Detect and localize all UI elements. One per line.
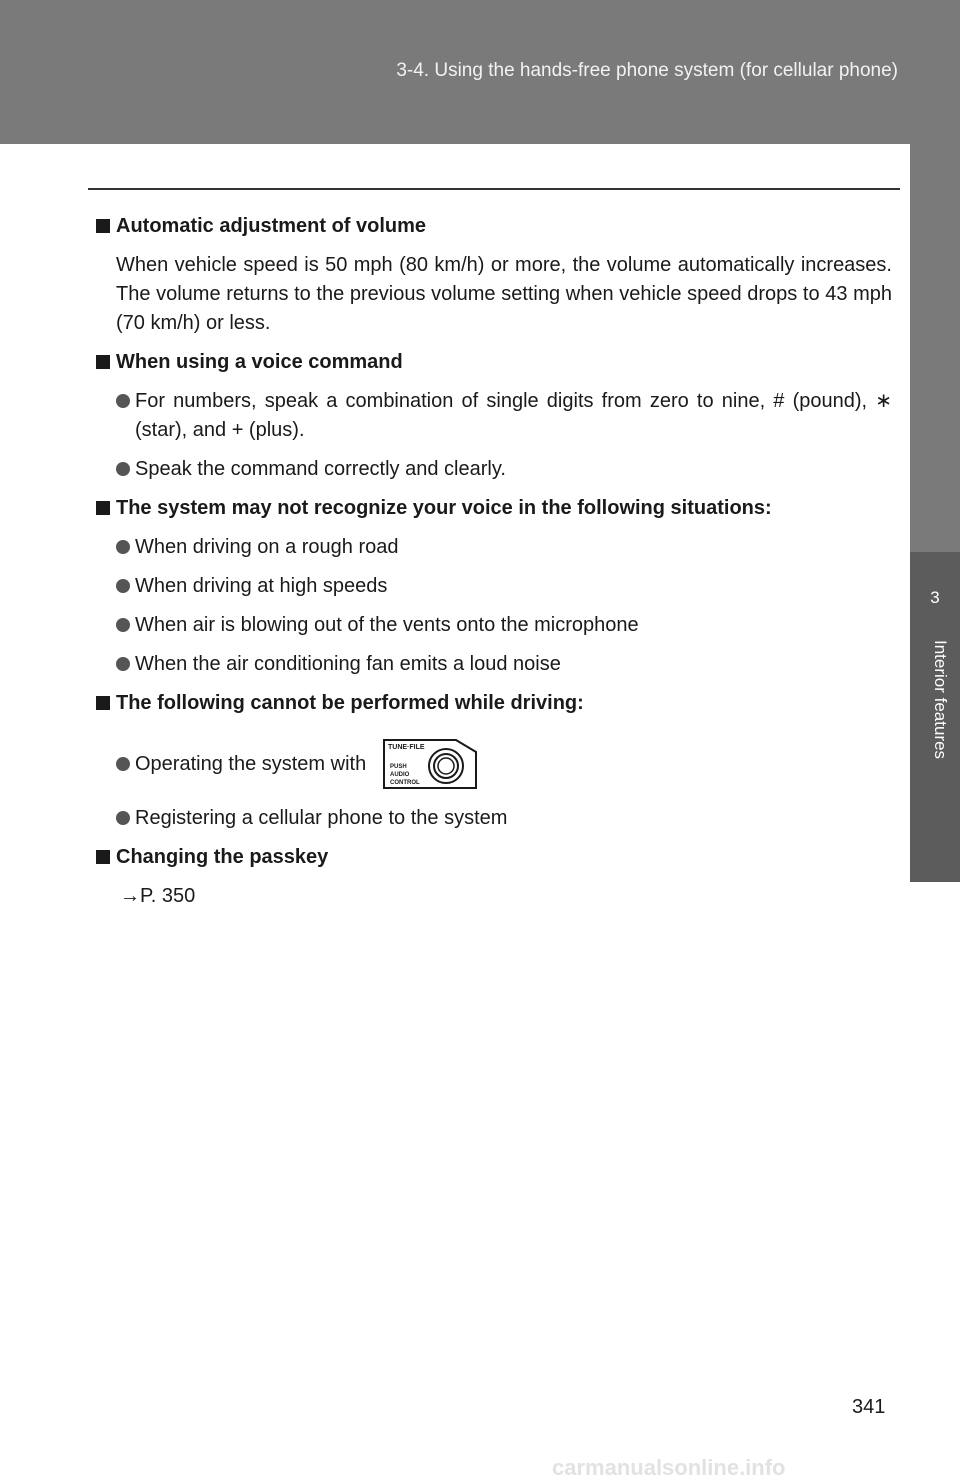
section-title: 3-4. Using the hands-free phone system (for cellular phone) — [396, 60, 898, 81]
knob-label-top: TUNE·FILE — [388, 744, 425, 751]
paragraph: When vehicle speed is 50 mph (80 km/h) or more, the volume automatically increases. The volume returns to the previous volume setting when vehicle speed drops to 43 mph (70 km/h) or less. — [116, 254, 892, 334]
heading-text: Automatic adjustment of volume — [116, 215, 427, 237]
side-tab-upper — [910, 144, 960, 552]
square-bullet-icon — [96, 501, 110, 515]
list-item-text: Operating the system with — [135, 752, 367, 775]
circle-bullet-icon — [116, 657, 130, 671]
section-heading — [96, 689, 892, 718]
list-item-text: Registering a cellular phone to the system — [135, 807, 508, 829]
list-item-text: When the air conditioning fan emits a loud noise — [135, 653, 561, 675]
page-reference-link[interactable]: →P. 350 — [120, 885, 196, 907]
chapter-label: Interior features — [931, 640, 950, 760]
square-bullet-icon — [96, 850, 110, 864]
list-item — [116, 533, 892, 562]
list-item — [116, 650, 892, 679]
list-item-text: When driving at high speeds — [135, 575, 388, 597]
list-item — [116, 387, 892, 445]
list-item-text: For numbers, speak a combination of single digits from zero to nine, # (pound), ∗ (star), and + (plus). — [135, 390, 892, 441]
knob-label-audio: AUDIO — [390, 772, 410, 778]
list-item — [116, 455, 892, 484]
circle-bullet-icon — [116, 540, 130, 554]
list-item — [116, 804, 892, 833]
heading-text: Changing the passkey — [116, 846, 329, 868]
circle-bullet-icon — [116, 579, 130, 593]
tune-file-knob-icon — [382, 738, 478, 790]
list-item — [116, 738, 892, 790]
circle-bullet-icon — [116, 394, 130, 408]
heading-text: The following cannot be performed while driving: — [116, 692, 584, 714]
chapter-number: 3 — [930, 588, 940, 607]
square-bullet-icon — [96, 219, 110, 233]
list-item-text: When driving on a rough road — [135, 536, 399, 558]
page-content — [96, 212, 892, 911]
circle-bullet-icon — [116, 757, 130, 771]
circle-bullet-icon — [116, 618, 130, 632]
section-heading — [96, 212, 892, 241]
circle-bullet-icon — [116, 462, 130, 476]
page-number: 341 — [852, 1396, 886, 1418]
header-rule — [88, 188, 900, 190]
knob-label-push: PUSH — [390, 764, 407, 770]
section-heading — [96, 843, 892, 872]
list-item-text: When air is blowing out of the vents onto the microphone — [135, 614, 639, 636]
knob-label-control: CONTROL — [390, 780, 420, 786]
square-bullet-icon — [96, 355, 110, 369]
heading-text: When using a voice command — [116, 351, 403, 373]
section-heading — [96, 494, 892, 523]
circle-bullet-icon — [116, 811, 130, 825]
list-item — [116, 572, 892, 601]
list-item — [116, 611, 892, 640]
list-item-text: Speak the command correctly and clearly. — [135, 458, 506, 480]
section-heading — [96, 348, 892, 377]
heading-text: The system may not recognize your voice in the following situations: — [116, 497, 772, 519]
watermark: carmanualsonline.info — [552, 1455, 786, 1480]
page-header — [0, 0, 960, 144]
square-bullet-icon — [96, 696, 110, 710]
